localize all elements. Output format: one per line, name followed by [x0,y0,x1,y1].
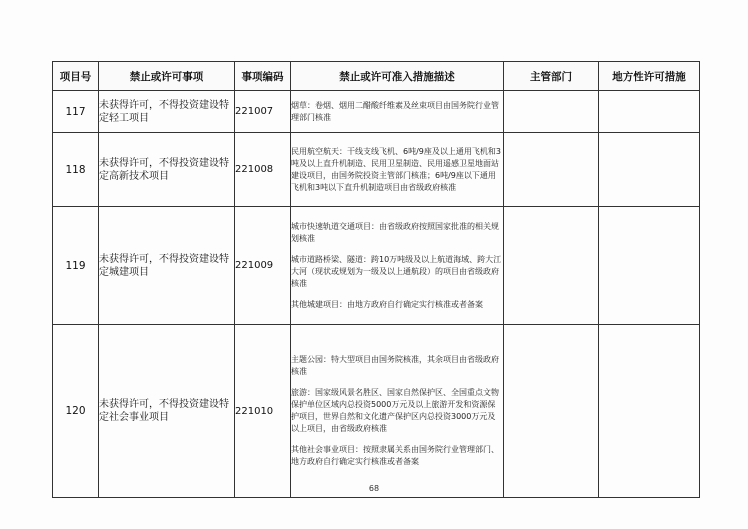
row-desc [291,133,504,207]
desc-paragraph: 其他城建项目：由地方政府自行确定实行核准或者备案 [291,299,483,309]
table-row [53,325,700,498]
row-local [599,133,700,207]
measures-table [52,61,700,498]
row-item: 未获得许可，不得投资建设特定城建项目 [99,207,235,325]
row-local [599,325,700,498]
table-header-row [53,62,700,91]
row-dept [504,133,599,207]
desc-paragraph: 民用航空航天：干线支线飞机、6吨/9座及以上通用飞机和3吨及以上直升机制造、民用卫星制造、民用遥感卫星地面站建设项目，由国务院投资主管部门核准；6吨/9座以下通用飞机和3吨以下直升机制造项目由省级政府核准 [291,146,501,192]
page-number: 68 [368,484,380,493]
row-local [599,207,700,325]
header-item: 禁止或许可事项 [99,62,235,91]
header-local: 地方性许可措施 [599,62,700,91]
row-desc [291,91,504,133]
desc-paragraph: 主题公园：特大型项目由国务院核准，其余项目由省级政府核准 [291,355,499,376]
row-code: 221008 [235,133,291,207]
row-item: 未获得许可，不得投资建设特定轻工项目 [99,91,235,133]
row-dept [504,325,599,498]
header-code: 事项编码 [235,62,291,91]
desc-paragraph: 城市道路桥梁、隧道：跨10万吨级及以上航道海域、跨大江大河（现状或规划为一级及以上通航段）的项目由省级政府核准 [291,254,502,288]
row-id: 118 [53,133,99,207]
desc-paragraph: 城市快速轨道交通项目：由省级政府按照国家批准的相关规划核准 [291,221,499,243]
row-local [599,91,700,133]
header-id: 项目号 [53,62,99,91]
row-id: 120 [53,325,99,498]
row-code: 221010 [235,325,291,498]
row-code: 221007 [235,91,291,133]
desc-paragraph: 烟草：卷烟、烟用二醋酸纤维素及丝束项目由国务院行业管理部门核准 [291,100,499,122]
row-id: 117 [53,91,99,133]
row-dept [504,207,599,325]
row-item: 未获得许可，不得投资建设特定高新技术项目 [99,133,235,207]
desc-paragraph: 其他社会事业项目：按照隶属关系由国务院行业管理部门、地方政府自行确定实行核准或者备案 [291,445,499,466]
row-code: 221009 [235,207,291,325]
header-desc: 禁止或许可准入措施描述 [291,62,504,91]
desc-paragraph: 旅游：国家级风景名胜区、国家自然保护区、全国重点文物保护单位区域内总投资5000万元及以上旅游开发和资源保护项目，世界自然和文化遗产保护区内总投资3000万元及以上项目，由省级政府核准 [291,388,499,433]
table-row [53,91,700,133]
header-dept: 主管部门 [504,62,599,91]
row-dept [504,91,599,133]
table-row [53,133,700,207]
row-desc [291,207,504,325]
row-desc [291,325,504,498]
table-row [53,207,700,325]
row-item: 未获得许可，不得投资建设特定社会事业项目 [99,325,235,498]
row-id: 119 [53,207,99,325]
